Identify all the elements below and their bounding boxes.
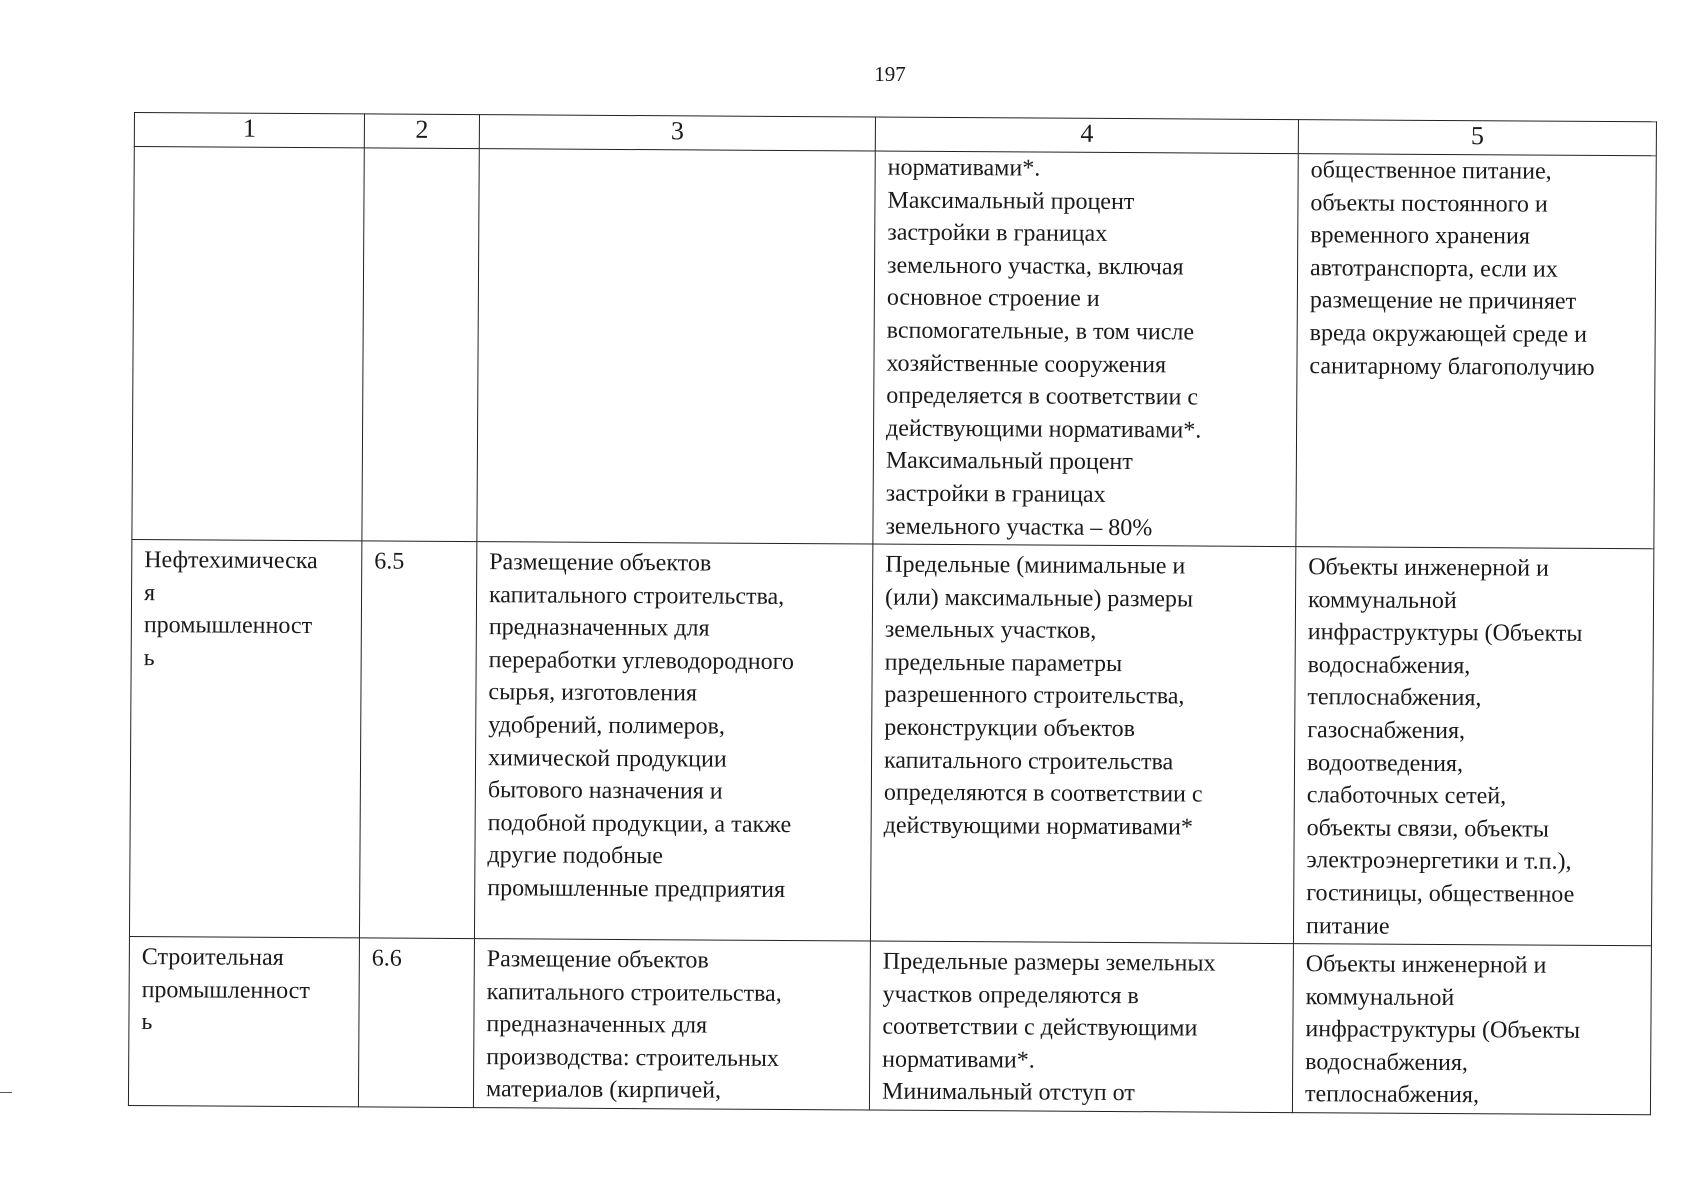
cell-parameters: Предельные (минимальные и (или) максимальные) размеры земельных участков, предельные параметры разрешенного строительства, реконструкции объектов капитального строительства определяются в соответствии с действующими нормативами* [870, 544, 1295, 944]
cell-auxiliary-uses: общественное питание, объекты постоянного и временного хранения автотранспорта, если их размещение не причиняет вреда окружающей среде и санитарному благополучию [1296, 154, 1656, 549]
cell-description: Размещение объектов капитального строительства, предназначенных для производства: строительных материалов (кирпичей, [473, 939, 870, 1110]
cell-use-type: Нефтехимическа я промышленност ь [129, 539, 361, 937]
scan-edge-mark [0, 1092, 12, 1093]
page-number: 197 [874, 62, 906, 86]
cell-use-type [132, 147, 364, 541]
cell-parameters: Предельные размеры земельных участков определяются в соответствии с действующими нормативами*. Минимальный отступ от [869, 941, 1293, 1113]
cell-code: 6.5 [359, 541, 476, 939]
column-header-3: 3 [479, 115, 875, 151]
cell-use-type: Строительная промышленност ь [128, 936, 359, 1106]
cell-auxiliary-uses: Объекты инженерной и коммунальной инфраструктуры (Объекты водоснабжения, теплоснабжения, [1292, 944, 1651, 1115]
column-header-4: 4 [875, 117, 1298, 154]
column-header-1: 1 [134, 113, 364, 148]
cell-description [477, 149, 875, 544]
table-row-petrochemical [129, 539, 1653, 945]
cell-code: 6.6 [358, 938, 474, 1108]
table-row-continuation [132, 147, 1656, 549]
column-header-2: 2 [364, 114, 479, 149]
regulations-table [128, 112, 1657, 1115]
column-header-5: 5 [1298, 120, 1656, 156]
cell-description: Размещение объектов капитального строительства, предназначенных для переработки углеводородного сырья, изготовления удобрений, полимеров, химической продукции бытового назначения и подобной продукции, а также другие подобные промышленные предприятия [474, 542, 872, 941]
cell-auxiliary-uses: Объекты инженерной и коммунальной инфраструктуры (Объекты водоснабжения, теплоснабжения, газоснабжения, водоотведения, слаботочных сетей, объекты связи, объекты электроэнергетики и т.п.), гостиницы, общественное питание [1293, 547, 1653, 946]
cell-code [362, 148, 479, 542]
cell-parameters: нормативами*. Максимальный процент застройки в границах земельного участка, включая основное строение и вспомогательные, в том числе хозяйственные сооружения определяется в соответствии с действующими нормативами*. Максимальный процент застройки в границах земельного участка – 80% [873, 151, 1298, 547]
table-row-construction [128, 936, 1651, 1114]
